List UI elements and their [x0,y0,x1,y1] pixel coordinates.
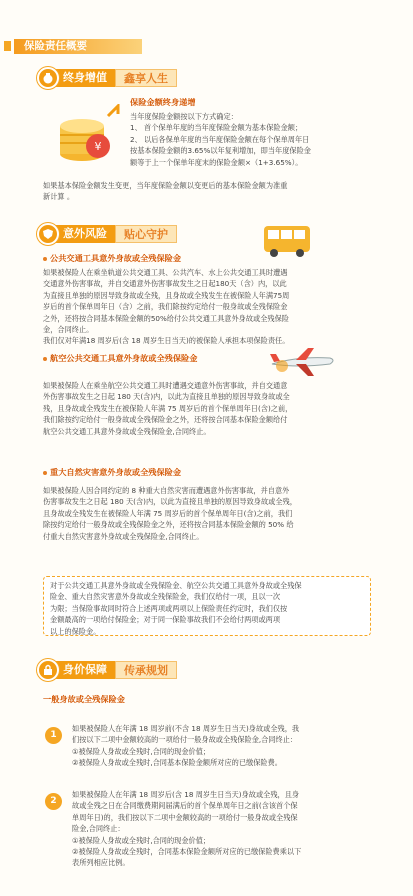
s3-i2-line: 故或全残之日在合同缴费期间届满后的首个保单周年日之前(含该首个保 [72,801,298,811]
s2-b-title [43,353,197,364]
s2-c-title-text: 重大自然灾害意外身故或全残保险金 [50,467,182,477]
s2-a-title [43,253,181,264]
section-legacy [37,660,177,680]
box-line: 金额最高的一项给付保险金；对于同一保险事故我们不会给付两项或两项 [50,615,281,625]
s1-line: 按基本保险金额的3.65%以年复利增加，即当年度保险金 [130,146,311,156]
s2-c-line: 如果被保险人因合同约定的 8 种重大自然灾害而遭遇意外伤害事故，并自意外 [43,486,290,495]
section-title-sub: 传承规划 [115,661,177,679]
s2-a-line: 我们仅对年满18 周岁后(含 18 周岁生日当天)的被保险人承担本项保险责任。 [43,336,290,346]
section-header [4,38,154,54]
s2-a-title-text: 公共交通工具意外身故或全残保险金 [50,253,182,263]
section-title-sub: 贴心守护 [115,225,177,243]
s3-i1-line: ②被保险人身故或全残时,合同基本保险金额所对应的已缴保险费。 [72,758,282,768]
s2-c-line: 付重大自然灾害意外身故或全残保险金,合同终止。 [43,531,204,541]
svg-text:¥: ¥ [94,140,102,153]
s3-i2-line: 如果被保险人在年满 18 周岁后(含 18 周岁生日当天)身故或全残，且身 [72,790,300,799]
s3-i2-line: ②被保险人身故或全残时，合同基本保险金额所对应的已缴保险费乘以下 [72,847,302,857]
s3-i2-line: ①被保险人身故或全残时,合同的现金价值； [72,835,211,845]
s1-note [43,180,373,203]
header-accent [4,41,11,51]
coin-stack-icon [52,104,124,166]
box-line: 险金、重大自然灾害意外身故或全残保险金，我们仅给付一项，且以一次 [50,592,281,602]
airplane-icon [268,344,338,378]
s1-line: 2、 以后各保单年度的当年度保险金额在每个保单周年日 [130,134,310,144]
section-accident-risk [37,224,177,244]
s3-item1 [72,723,382,769]
box-text [50,580,368,637]
s3-i1-line: ①被保险人身故或全残时,合同的现金价值； [72,746,211,756]
s3-i1-line: 如果被保险人在年满 18 周岁前(不含 18 周岁生日当天)身故或全残，我 [72,724,300,733]
s1-body [130,111,370,168]
s3-i2-line: 表所列相应比例。 [72,858,130,868]
section-title-main: 身价保障 [53,661,115,679]
s3-i2-line: 险金,合同终止： [72,824,125,834]
step-badge: 1 [45,727,62,744]
s1-subtitle: 保险金额终身递增 [130,97,196,107]
s2-c-line: 且身故或全残发生在被保险人年满 75 周岁后的首个保单周年日(含)之前，我们 [43,508,293,518]
s2-c-line: 除按约定给付一般身故或全残保险金之外，还将按合同基本保险金额的 50% 给 [43,520,294,530]
bus-icon [262,222,314,260]
s2-c-title [43,467,181,478]
s2-b-title-text: 航空公共交通工具意外身故或全残保险金 [50,353,198,363]
s3-i1-line: 们按以下二项中金额较高的一项给付一般身故或全残保险金,合同终止： [72,735,298,745]
s1-line: 额等于上一个保单年度末的保险金额×（1+3.65%）。 [130,157,303,167]
lock-icon [37,659,59,681]
section-lifetime-growth [37,68,177,88]
box-line: 为限；当保险事故同时符合上述两项或两项以上保险责任约定时，我们仅按 [50,603,288,613]
s1-note-line: 如果基本保险金额发生变更，当年度保险金额以变更后的基本保险金额为准重 [43,181,288,190]
s1-note-line: 新计算 。 [43,192,75,202]
bullet-icon [43,257,47,261]
s3-i2-line: 单周年日)的，我们按以下二项中金额较高的一项给付一般身故或全残保 [72,812,298,822]
shield-icon [37,223,59,245]
bullet-icon [43,471,47,475]
bullet-icon [43,357,47,361]
s3-item2 [72,789,382,869]
s1-line: 当年度保险金额按以下方式确定： [130,112,238,121]
s2-c-body [43,485,378,542]
s2-b-line: 我们除按约定给付一般身故或全残保险金之外，还将按合同基本保险金额给付 [43,415,288,425]
s2-b-line: 残，且身故或全残发生在被保险人年满 75 周岁后的首个保单周年日(含)之前， [43,403,293,413]
s2-a-line: 岁后的首个保单周年日（含）之前，我们除按约定给付一般身故或全残保险金 [43,302,288,312]
page-title: 保险责任概要 [24,40,87,52]
s2-a-line: 金，合同终止。 [43,325,94,335]
s2-b-line: 如果被保险人在乘坐航空公共交通工具时遭遇交通意外伤害事故，并自交通意 [43,381,288,390]
box-line: 以上的保险金。 [50,626,101,636]
s2-c-line: 伤害事故发生之日起 180 天(含)内，以此为直接且单独的原因导致身故或全残， [43,497,297,507]
s2-a-line: 之外，还将按合同基本保险金额的50%给付公共交通工具意外身故或全残保险 [43,313,289,323]
s2-b-line: 航空公共交通工具意外身故或全残保险金,合同终止。 [43,426,211,436]
s2-a-line: 如果被保险人在乘坐轨道公共交通工具、公共汽车、水上公共交通工具时遭遇 [43,268,288,277]
section-title-main: 意外风险 [53,225,115,243]
step-badge: 2 [45,793,62,810]
s2-b-line: 外伤害事故发生之日起 180 天(含)内，以此为直接且单独的原因导致身故或全 [43,392,290,402]
s2-b-body [43,380,378,437]
s2-a-line: 交通意外伤害事故，并自交通意外伤害事故发生之日起180天（含）内，以此 [43,279,287,289]
s2-a-line: 为直接且单独的原因导致身故或全残，且身故或全残发生在被保险人年满75周 [43,290,290,300]
box-line: 对于公共交通工具意外身故或全残保险金、航空公共交通工具意外身故或全残保 [50,581,302,590]
s3-title: 一般身故或全残保险金 [43,694,125,704]
section-title-main: 终身增值 [53,69,115,87]
money-bag-icon [37,67,59,89]
s1-line: 1、 首个保单年度的当年度保险金额为基本保险金额； [130,123,303,133]
section-title-sub: 鑫享人生 [115,69,177,87]
s2-a-body [43,267,378,347]
